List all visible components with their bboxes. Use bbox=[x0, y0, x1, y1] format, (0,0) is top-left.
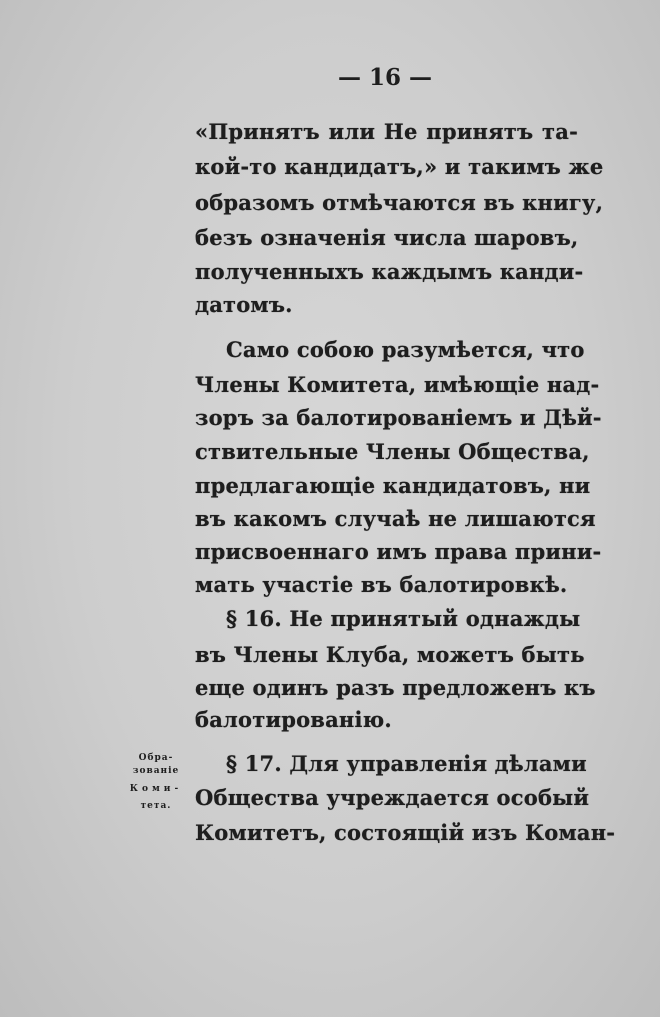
text-line: присвоеннаго имъ права прини- bbox=[195, 539, 602, 564]
text-line: мать участіе въ балотировкѣ. bbox=[195, 572, 568, 597]
text-line: въ Члены Клуба, можетъ быть bbox=[195, 642, 585, 667]
text-line: безъ означенія числа шаровъ, bbox=[195, 225, 579, 250]
text-line: балотированію. bbox=[195, 707, 392, 732]
page-number: — 16 — bbox=[337, 64, 433, 91]
text-line: Комитетъ, состоящій изъ Коман- bbox=[195, 820, 616, 845]
margin-note-line: Коми- bbox=[129, 784, 183, 794]
margin-note-line: тета. bbox=[140, 801, 172, 811]
text-line: зоръ за балотированіемъ и Дѣй- bbox=[195, 405, 602, 430]
text-line: датомъ. bbox=[195, 292, 293, 317]
text-line: Само собою разумѣется, что bbox=[226, 337, 585, 362]
text-line: образомъ отмѣчаются въ книгу, bbox=[195, 190, 604, 215]
text-line: Члены Комитета, имѣющіе над- bbox=[195, 372, 600, 397]
text-line: «Принятъ или Не принятъ та- bbox=[195, 119, 578, 144]
text-line: Общества учреждается особый bbox=[195, 785, 590, 810]
text-line: въ какомъ случаѣ не лишаются bbox=[195, 506, 596, 531]
text-line: кой-то кандидатъ,» и такимъ же bbox=[195, 154, 604, 179]
text-line: еще одинъ разъ предложенъ къ bbox=[195, 675, 596, 700]
text-line: § 17. Для управленія дѣлами bbox=[226, 751, 587, 776]
text-line: § 16. Не принятый однажды bbox=[226, 606, 581, 631]
text-line: полученныхъ каждымъ канди- bbox=[195, 259, 584, 284]
margin-note-line: зованіе bbox=[132, 766, 180, 776]
text-line: ствительные Члены Общества, bbox=[195, 439, 590, 464]
margin-note-line: Обра- bbox=[138, 753, 174, 763]
text-line: предлагающіе кандидатовъ, ни bbox=[195, 473, 591, 498]
